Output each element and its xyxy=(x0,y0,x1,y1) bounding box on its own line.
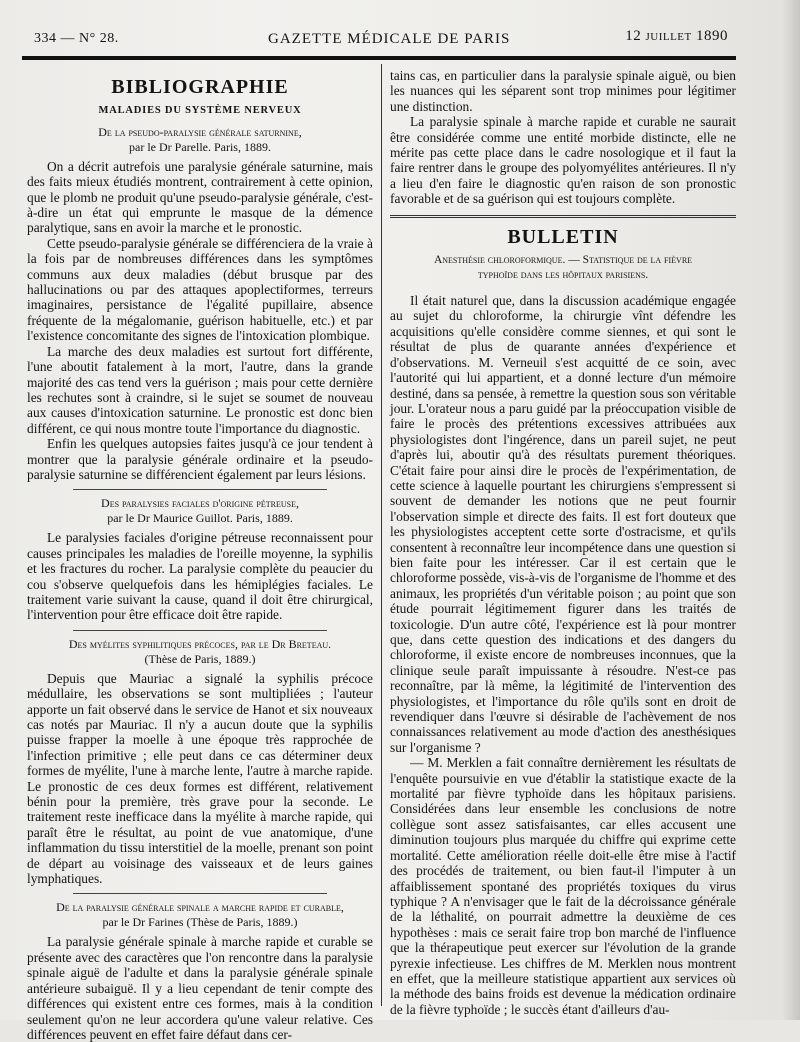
paragraph: La marche des deux maladies est surtout fort différente, l'une aboutit fatalement à la mort, l'autre, dans la grande majorité des cas tend vers la guérison ; mais pour cette dernière les rechutes sont à craindre, si le sujet se soumet de nouveau aux causes d'intoxication saturnine. Le pronostic est donc bien différent, ce qui nous montre toute l'importance du diagnostic. xyxy=(27,343,373,436)
divider xyxy=(73,893,327,894)
paragraph: tains cas, en particulier dans la paralysie spinale aiguë, ou bien les nuances qui les séparent sont trop minimes pour légitimer une distinction. xyxy=(390,68,736,114)
review-author: par le Dr Maurice Guillot. Paris, 1889. xyxy=(107,511,293,526)
left-column xyxy=(27,68,373,1042)
paragraph: La paralysie générale spinale à marche rapide et curable se présente avec des caractères que l'on rencontre dans la paralysie spinale aiguë de l'adulte et dans la paralysie générale spinale antérieure subaiguë. Il y a lieu cependant de tenir compte des différences qui existent entre ces formes, mais à la condition seulement qu'on ne leur accordera qu'une valeur relative. Ces différences peuvent en effet faire défaut dans cer- xyxy=(27,934,373,1042)
journal-title: GAZETTE MÉDICALE DE PARIS xyxy=(268,31,511,47)
issue-date: 12 juillet 1890 xyxy=(625,28,728,44)
page-header xyxy=(28,28,728,52)
review-heading-guillot xyxy=(27,496,373,526)
review-heading-breteau xyxy=(27,637,373,667)
paragraph: Depuis que Mauriac a signalé la syphilis précoce médullaire, les observations se sont multipliées ; l'auteur apporte un fait observé dans le service de Hanot et six nouveaux cas notés par Mauriac. Il n'y a aucun doute que la syphilis puisse frapper la moelle à une époque très rapprochée de l'infection primitive ; elle peut dans ce cas déterminer deux formes de myélite, l'une à marche lente, l'autre à marche rapide. Le pronostic de ces deux formes est différent, relativement bénin pour la première, très grave pour la seconde. Le traitement reste inefficace dans la myélite à marche rapide, qui paraît être le résultat, au point de vue anatomique, d'une inflammation du tissu interstitiel de la moelle, prenant son point de départ au voisinage des vaisseaux et de leurs gaines lymphatiques. xyxy=(27,670,373,887)
review-title: De la paralysie générale spinale a marche rapide et curable, xyxy=(56,900,344,915)
right-column xyxy=(390,68,736,1017)
review-author: (Thèse de Paris, 1889.) xyxy=(144,651,256,666)
review-title: Des myélites syphilitiques précoces, par le Dr Breteau. xyxy=(68,636,332,651)
section-divider xyxy=(390,215,736,218)
paragraph: Il était naturel que, dans la discussion académique engagée au sujet du chloroforme, la chirurgie vînt défendre les acquisitions qu'elle considère comme siennes, et qui sont le résultat de plus de quarante années d'expérience et d'observations. M. Verneuil s'est acquitté de ce soin, avec l'autorité qui lui appartient, et a donné lecture d'un mémoire destiné, dans sa pensée, à remettre la question sous son véritable jour. L'orateur nous a paru guidé par la préoccupation visible de faire le procès des prétentions excessives attribuées aux physiologistes dont l'ingérence, dans un pareil sujet, ne peut d'après lui, aboutir qu'à des résultats purement théoriques. C'était faire pour ainsi dire le procès de l'expérimentation, de cette science à laquelle pourtant les chirurgiens s'empressent si souvent de demander les notions que ne peut fournir l'observation simple et directe des faits. Il est fort douteux que les physiologistes acceptent cette sorte d'ostracisme, et qu'ils consentent à reconnaître leur incompétence dans une question si bien faite pour les intéresser. Car il est certain que le chloroforme possède, vis-à-vis de l'organisme de l'homme et des animaux, les propriétés d'un véritable poison ; au point que son étude pourrait légitimement figurer dans les traités de toxicologie. D'un autre côté, l'expérience est là pour montrer que, dans cette question des indications et des dangers du chloroforme, il existe encore de nombreuses inconnues, que la clinique seule paraît impuissante à résoudre. N'est-ce pas reconnaître, par là même, la légitimité de l'intervention des physiologistes, et l'importance du rôle qu'ils sont en droit de revendiquer dans l'œuvre si désirable de l'achèvement de nos connaissances relativement au mode d'action des anesthésiques sur l'organisme ? xyxy=(390,293,736,755)
header-rule xyxy=(22,56,736,60)
column-divider xyxy=(381,64,382,1006)
bulletin-heading-line: Anesthésie chloroformique. — Statistique de la fièvre xyxy=(433,254,693,267)
divider xyxy=(73,489,327,490)
bulletin-heading-line: typhoïde dans les hôpitaux parisiens. xyxy=(477,269,649,282)
review-heading-parelle xyxy=(27,125,373,155)
review-author: par le Dr Farines (Thèse de Paris, 1889.) xyxy=(102,915,298,930)
paragraph: On a décrit autrefois une paralysie générale saturnine, mais des faits mieux étudiés montrent, contrairement à cette opinion, que le plomb ne produit qu'une pseudo-paralysie générale, c'est-à-dire un état qui emprunte le masque de la démence paralytique, sans en avoir la marche et le pronostic. xyxy=(27,158,373,236)
paragraph: Le paralysies faciales d'origine pétreuse reconnaissent pour causes principales les maladies de l'oreille moyenne, la syphilis et les fractures du rocher. La paralysie complète du peaucier du cou s'observe quelquefois dans les hémiplégies faciales. Le traitement varie suivant la cause, quand il doit être chirurgical, l'intervention pour être efficace doit être rapide. xyxy=(27,530,373,623)
subsection-title: MALADIES DU SYSTÈME NERVEUX xyxy=(98,105,302,117)
page-number: 334 — N° 28. xyxy=(34,31,119,46)
divider xyxy=(73,630,327,631)
review-author: par le Dr Parelle. Paris, 1889. xyxy=(129,139,271,154)
review-title: Des paralysies faciales d'origine pétreuse, xyxy=(101,496,299,511)
paragraph: — M. Merklen a fait connaître dernièrement les résultats de l'enquête poursuivie en vue d'établir la statistique exacte de la mortalité par fièvre typhoïde dans les hôpitaux parisiens. Considérées dans leur ensemble les conclusions de notre collègue sont assez satisfaisantes, car elles accusent une diminution toujours plus marquée du chiffre qui exprime cette mortalité. Cette amélioration réelle doit-elle être mise à l'actif des procédés de traitement, ou bien faut-il l'imputer à un affaiblissement spontané des propriétés toxiques du virus typhique ? A n'envisager que le fait de la décroissance générale de la léthalité, on pourrait admettre la deuxième de ces hypothèses : mais ce serait faire trop bon marché de l'influence que la thérapeutique peut exercer sur l'évolution de la grande pyrexie infectieuse. Les chiffres de M. Merklen nous montrent en effet, que la meilleure statistique appartient aux services où la méthode des bains froids est devenue la médication ordinaire de la fièvre typhoïde ; le succès étant d'ailleurs d'au- xyxy=(390,755,736,1017)
section-title-bulletin: BULLETIN xyxy=(507,225,619,248)
paragraph: Cette pseudo-paralysie générale se différenciera de la vraie à la fois par de nombreuses différences dans les symptômes communs aux deux maladies (début brusque par des hallucinations ou par des attaques apoplectiformes, terreurs imaginaires, persistance de l'égalité pupillaire, absence fréquente de la mégalomanie, guérison habituelle, etc.) et par l'existence concomitante des signes de l'intoxication plombique. xyxy=(27,235,373,344)
paragraph: La paralysie spinale à marche rapide et curable ne saurait être considérée comme une entité morbide distincte, elle ne mérite pas cette place dans le cadre nosologique et il faut la faire rentrer dans le groupe des polyomyélites antérieures. Il n'y a lieu d'en faire le diagnostic qu'en raison de son pronostic favorable et de sa guérison qui est toujours complète. xyxy=(390,114,736,207)
paragraph: Enfin les quelques autopsies faites jusqu'à ce jour tendent à montrer que la paralysie générale ordinaire et la pseudo-paralysie saturnine se différencient également par leurs lésions. xyxy=(27,436,373,482)
review-title: De la pseudo-paralysie générale saturnine, xyxy=(98,124,302,139)
review-heading-farines xyxy=(27,900,373,930)
section-title-bibliographie: BIBLIOGRAPHIE xyxy=(111,76,289,98)
bulletin-heading xyxy=(390,253,736,283)
